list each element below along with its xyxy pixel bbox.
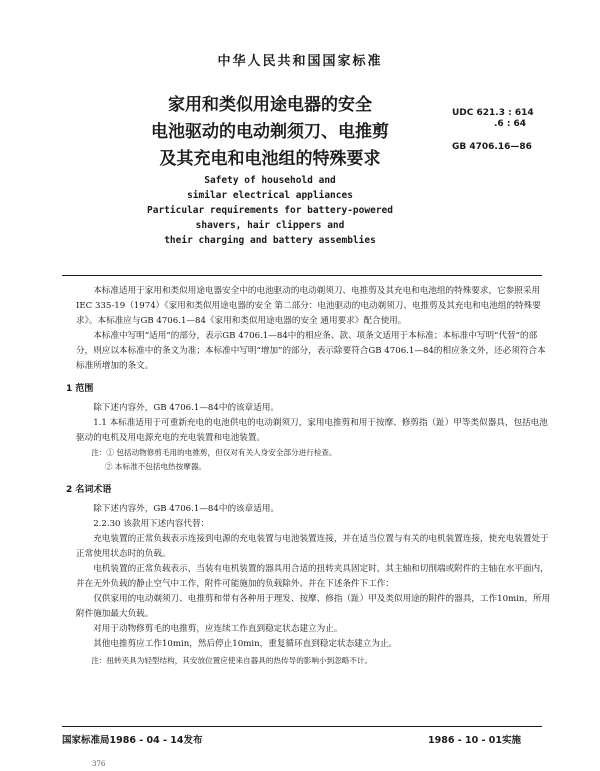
english-title-line: Safety of household and (204, 175, 336, 186)
page-number: 376 (92, 760, 106, 768)
chinese-title-line: 家用和类似用途电器的安全 (168, 95, 372, 115)
chinese-title-line: 及其充电和电池组的特殊要求 (159, 149, 381, 169)
note-text: 注：扭转夹具为轻型结构，其安放位置应使来自器具的热传导的影响小到忽略不计。 (91, 656, 373, 665)
udc-code (452, 108, 534, 130)
issue-date: 国家标准局1986 - 04 - 14发布 (62, 735, 203, 746)
national-standard-label: 中华人民共和国国家标准 (217, 54, 383, 69)
clause-paragraph: 2.2.30 该款用下述内容代替： (93, 519, 210, 529)
footer-rule (62, 726, 542, 727)
chinese-title-line: 电池驱动的电动剃须刀、电推剪 (151, 122, 389, 142)
clause-paragraph: 1.1 本标准适用于可重新充电的电池供电的电动剃须刀，家用电推剪和用于按摩、修剪指（趾）甲等类似器具，包括电池驱动的电机及用电源充电的充电装置和电池装置。 (76, 418, 548, 443)
effective-date: 1986 - 10 - 01实施 (428, 735, 521, 746)
english-title-line: shavers, hair clippers and (195, 220, 345, 231)
section-heading: 1 范围 (66, 384, 94, 394)
note-text: 注：① 包括动物修剪毛用的电推剪，但仅对有关人身安全部分进行检查。 (91, 448, 337, 457)
section-paragraph: 仅供家用的电动剃须刀、电推剪和带有各种用于理发、按摩、修指（趾）甲及类似用途的附件的器具，工作10min，所用附件施加最大负载。 (76, 594, 551, 619)
section-paragraph: 充电装置的正常负载表示连接到电源的充电装置与电池装置连接，并在适当位置与有关的电机装置连接，使充电装置处于正常使用状态时的负载。 (76, 534, 549, 559)
document-body (66, 284, 552, 668)
intro-paragraph: 本标准适用于家用和类似用途电器安全中的电池驱动的电动剃须刀、电推剪及其充电和电池组的特殊要求，它参照采用IEC 335-19（1974）《家用和类似用途电器的安全 第二部分：电池驱动的电动剃须刀、电推剪及其充电和电池组的特殊要求》。本标准应与GB 4706.1—84《家用和类似用途电器的安全 通用要求》配合使用。 (76, 286, 541, 326)
section-paragraph: 对用于动物修剪毛的电推剪，应连续工作直到稳定状态建立为止。 (93, 624, 343, 634)
section-heading: 2 名词术语 (66, 485, 112, 495)
udc-code-line: .6 : 64 (494, 119, 527, 129)
english-title (110, 173, 430, 248)
section-paragraph: 除下述内容外，GB 4706.1—84中的该章适用。 (93, 403, 280, 413)
gb-number: GB 4706.16—86 (452, 142, 532, 152)
section-paragraph: 电机装置的正常负载表示，当装有电机装置的器具用合适的扭转夹具固定时，其主轴和切削端或附件的主轴在水平面内，并在无外负载的静止空气中工作，附件可能施加的负载除外。并在下述条件下工作： (76, 564, 549, 589)
intro-paragraph: 本标准中写明“适用”的部分，表示GB 4706.1—84中的相应条、款、项条文适用于本标准；本标准中写明“代替”的部分，则应以本标准中的条文为准；本标准中写明“增加”的部分，表示除要符合GB 4706.1—84的相应条文外，还必须符合本标准所增加的条文。 (76, 331, 546, 371)
section-paragraph: 其他电推剪应工作10min，然后停止10min，重复循环直到稳定状态建立为止。 (93, 639, 398, 649)
header-rule (62, 275, 542, 276)
udc-code-line: UDC 621.3 : 614 (452, 108, 534, 118)
note-text: ② 本标准不包括电热按摩器。 (104, 462, 207, 471)
chinese-title (110, 92, 430, 173)
english-title-line: their charging and battery assemblies (164, 235, 376, 246)
section-paragraph: 除下述内容外，GB 4706.1—84中的该章适用。 (93, 504, 280, 514)
english-title-line: similar electrical appliances (187, 190, 353, 201)
english-title-line: Particular requirements for battery-powered (147, 205, 393, 216)
